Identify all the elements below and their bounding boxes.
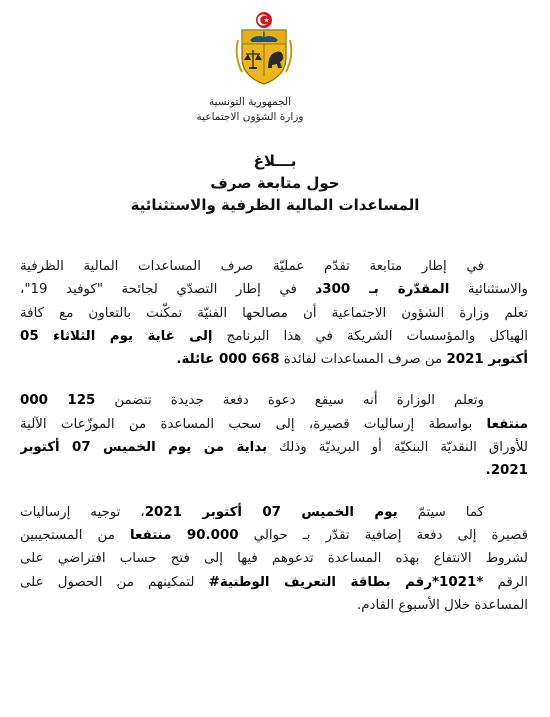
country-name: الجمهورية التونسية [209,96,291,108]
ministry-name: وزارة الشؤون الاجتماعية [196,111,304,123]
p1-line-3: تعلم وزارة الشؤون الاجتماعية أن مصالحها الفنيّة تمكّنت بالتعاون مع كافة [20,305,528,321]
p3-line-5: المساعدة خلال الأسبوع القادم. [356,597,528,613]
title-announcement: بـــلاغ [253,152,297,170]
p1-line-4: الهياكل والمؤسسات الشريكة في هذا البرنامج إلى غاية يوم الثلاثاء 05 [20,328,528,344]
p3-line-4: الرقم *1021*رقم بطاقة التعريف الوطنية# لتمكينهم من الحصول على [20,574,528,590]
p2-line-2: منتفعا بواسطة إرساليات قصيرة، إلى سحب المساعدة من الموزّعات الآلية [20,416,528,432]
p2-line-4: 2021. [485,463,528,479]
p1-line-1: في إطار متابعة تقدّم عمليّة صرف المساعدات المالية الظرفية [20,259,484,274]
paragraph-2 [20,389,528,482]
announcement-titles [0,150,550,216]
p2-line-3: للأوراق النقديّة البنكيّة أو البريديّة وذلك بداية من يوم الخميس 07 أكتوبر [20,440,528,456]
p3-line-1: كما سيتمّ يوم الخميس 07 أكتوبر 2021، توجيه إرساليات [20,504,484,520]
title-topic: المساعدات المالية الظرفية والاستثنائية [130,196,420,214]
p3-line-3: لشروط الانتفاع بهذه المساعدة تدعوهم فيها إلى فتح حساب افتراضي على [20,551,528,567]
p1-line-2: والاستثنائية المقدّرة بـ 300د في إطار التصدّي لجائحة "كوفيد 19"، [20,282,528,298]
ministry-header [180,95,320,125]
p2-line-1: وتعلم الوزارة أنه سيقع دعوة دفعة جديدة تتضمن 125 000 [20,393,484,409]
p3-line-2: قصيرة إلى دفعة إضافية تقدّر بـ حوالي 90.000 منتفعا من المستجيبين [20,527,528,543]
title-subject: حول متابعة صرف [210,174,340,192]
paragraph-1 [20,255,528,371]
announcement-body [20,255,528,635]
p1-line-5: أكتوبر 2021 من صرف المساعدات لفائدة 668 000 عائلة. [176,352,528,368]
paragraph-3 [20,501,528,617]
tunisia-coat-of-arms-icon [232,10,296,86]
